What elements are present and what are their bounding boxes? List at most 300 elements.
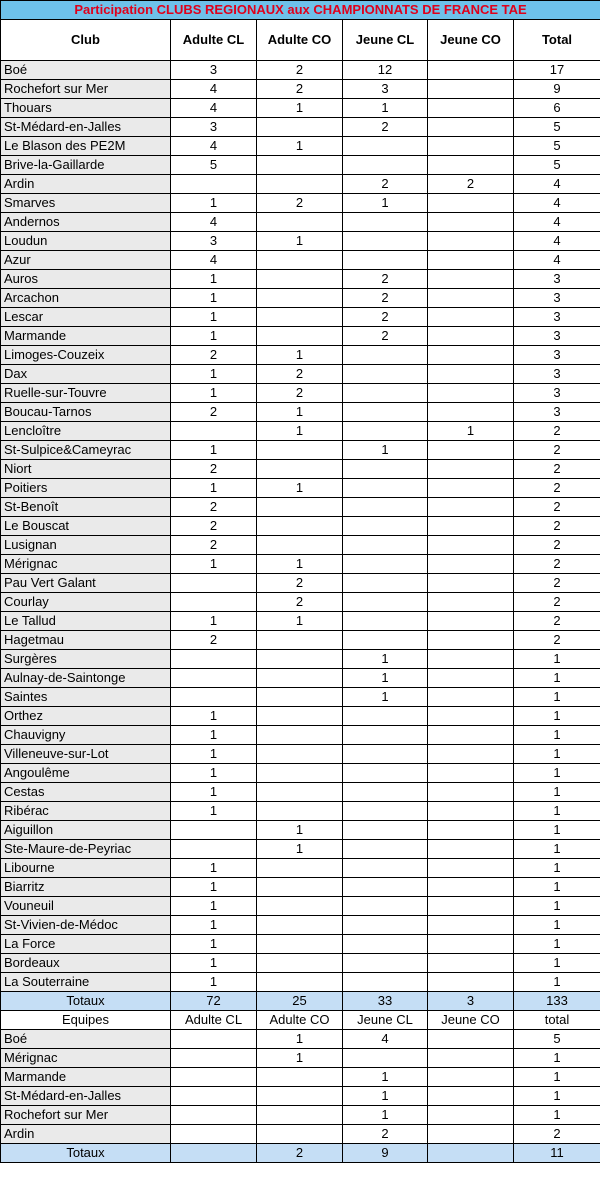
equipes-row [1,1125,600,1144]
table-row [1,61,600,80]
cell-club: Niort [1,460,171,479]
cell-total: 5 [514,1030,600,1049]
cell-adulte-cl [171,574,257,593]
cell-adulte-co [257,783,343,802]
cell-club: St-Vivien-de-Médoc [1,916,171,935]
cell-jeune-co [428,669,514,688]
table-row [1,308,600,327]
cell-jeune-co [428,1106,514,1125]
cell-adulte-co: 2 [257,574,343,593]
cell-club: Ste-Maure-de-Peyriac [1,840,171,859]
cell-club: Andernos [1,213,171,232]
table-row [1,783,600,802]
cell-jeune-co [428,954,514,973]
cell-adulte-cl [171,422,257,441]
cell-adulte-cl: 2 [171,631,257,650]
cell-adulte-cl [171,650,257,669]
cell-jeune-co [428,650,514,669]
cell-jeune-cl: 2 [343,1125,428,1144]
cell-jeune-cl [343,897,428,916]
cell-jeune-cl: 12 [343,61,428,80]
cell-jeune-co [428,688,514,707]
cell-club: Courlay [1,593,171,612]
cell-jeune-cl: 9 [343,1144,428,1163]
cell-adulte-cl: 1 [171,878,257,897]
header-jeune-cl: Jeune CL [343,20,428,61]
cell-jeune-cl: 1 [343,99,428,118]
cell-jeune-cl: 2 [343,118,428,137]
cell-jeune-co [428,1049,514,1068]
equipes-totals-row [1,1144,600,1163]
cell-adulte-co: 1 [257,403,343,422]
cell-adulte-co [257,517,343,536]
cell-adulte-cl: 1 [171,441,257,460]
cell-adulte-co [257,650,343,669]
cell-adulte-cl: 1 [171,479,257,498]
cell-club: Dax [1,365,171,384]
table-row [1,878,600,897]
cell-adulte-cl: Adulte CL [171,1011,257,1030]
table-row [1,365,600,384]
header-club: Club [1,20,171,61]
cell-jeune-cl [343,973,428,992]
cell-jeune-co [428,327,514,346]
table-row [1,688,600,707]
cell-adulte-cl: 1 [171,764,257,783]
cell-jeune-cl [343,213,428,232]
cell-adulte-co: 1 [257,99,343,118]
cell-club: Pau Vert Galant [1,574,171,593]
cell-adulte-cl [171,669,257,688]
table-row [1,270,600,289]
cell-jeune-co [428,403,514,422]
cell-adulte-co [257,916,343,935]
cell-total: total [514,1011,600,1030]
cell-club: Equipes [1,1011,171,1030]
title-row [1,1,600,20]
cell-jeune-cl [343,251,428,270]
cell-jeune-cl: 2 [343,270,428,289]
cell-adulte-co [257,441,343,460]
cell-total: 6 [514,99,600,118]
cell-adulte-cl [171,1144,257,1163]
cell-total: 5 [514,156,600,175]
cell-club: Villeneuve-sur-Lot [1,745,171,764]
cell-total: 2 [514,631,600,650]
cell-jeune-co [428,726,514,745]
cell-jeune-co: 3 [428,992,514,1011]
cell-adulte-co: 1 [257,821,343,840]
cell-total: 17 [514,61,600,80]
header-adulte-co: Adulte CO [257,20,343,61]
totals-row [1,992,600,1011]
table-row [1,232,600,251]
cell-jeune-co [428,1144,514,1163]
table-row [1,156,600,175]
cell-club: Bordeaux [1,954,171,973]
equipes-row [1,1068,600,1087]
cell-jeune-cl: 1 [343,669,428,688]
cell-jeune-cl: 2 [343,308,428,327]
cell-total: 1 [514,1068,600,1087]
cell-jeune-co [428,517,514,536]
cell-club: Aulnay-de-Saintonge [1,669,171,688]
table-row [1,327,600,346]
cell-club: La Souterraine [1,973,171,992]
cell-jeune-cl [343,232,428,251]
cell-total: 3 [514,327,600,346]
table-row [1,859,600,878]
cell-jeune-co [428,1030,514,1049]
cell-jeune-cl [343,821,428,840]
equipes-row [1,1049,600,1068]
equipes-row [1,1106,600,1125]
cell-adulte-co [257,897,343,916]
cell-club: Ardin [1,175,171,194]
cell-jeune-co [428,289,514,308]
table-row [1,764,600,783]
cell-jeune-cl [343,460,428,479]
cell-total: 11 [514,1144,600,1163]
cell-adulte-cl: 1 [171,327,257,346]
cell-jeune-cl [343,745,428,764]
cell-jeune-co [428,612,514,631]
cell-club: Lusignan [1,536,171,555]
table-row [1,555,600,574]
table-body [1,1,600,1163]
cell-jeune-cl: 3 [343,80,428,99]
cell-adulte-co [257,175,343,194]
cell-adulte-co: 2 [257,194,343,213]
cell-jeune-co [428,441,514,460]
cell-jeune-co [428,61,514,80]
cell-jeune-cl [343,479,428,498]
cell-jeune-cl [343,422,428,441]
cell-adulte-co [257,669,343,688]
table-row [1,175,600,194]
cell-total: 1 [514,707,600,726]
cell-jeune-co [428,555,514,574]
header-row [1,20,600,61]
table-row [1,403,600,422]
cell-adulte-co: 1 [257,422,343,441]
cell-total: 1 [514,954,600,973]
cell-club: Lescar [1,308,171,327]
cell-total: 4 [514,232,600,251]
cell-adulte-co: 1 [257,555,343,574]
cell-jeune-cl [343,726,428,745]
cell-jeune-cl [343,137,428,156]
cell-jeune-cl: 1 [343,441,428,460]
cell-total: 3 [514,346,600,365]
cell-total: 4 [514,251,600,270]
cell-adulte-co: 2 [257,61,343,80]
cell-total: 2 [514,1125,600,1144]
cell-total: 1 [514,688,600,707]
cell-adulte-co [257,973,343,992]
table-row [1,631,600,650]
cell-jeune-co [428,745,514,764]
cell-club: Cestas [1,783,171,802]
cell-jeune-co [428,973,514,992]
cell-club: Boé [1,61,171,80]
cell-adulte-cl [171,1087,257,1106]
table-row [1,517,600,536]
cell-total: 2 [514,479,600,498]
cell-jeune-co [428,574,514,593]
cell-adulte-cl: 72 [171,992,257,1011]
cell-jeune-co [428,251,514,270]
cell-total: 1 [514,745,600,764]
cell-jeune-cl [343,384,428,403]
cell-adulte-cl: 2 [171,536,257,555]
cell-adulte-cl: 3 [171,61,257,80]
cell-club: Aiguillon [1,821,171,840]
cell-jeune-cl [343,517,428,536]
cell-jeune-co [428,384,514,403]
cell-total: 3 [514,289,600,308]
cell-adulte-co [257,954,343,973]
cell-adulte-cl: 1 [171,859,257,878]
cell-club: Boé [1,1030,171,1049]
table-row [1,707,600,726]
cell-club: La Force [1,935,171,954]
cell-total: 3 [514,365,600,384]
cell-club: Boucau-Tarnos [1,403,171,422]
cell-jeune-cl: 1 [343,1068,428,1087]
cell-adulte-co [257,707,343,726]
cell-adulte-co [257,308,343,327]
cell-adulte-co: 2 [257,80,343,99]
cell-adulte-co [257,213,343,232]
cell-adulte-cl [171,1125,257,1144]
cell-total: 2 [514,441,600,460]
cell-adulte-cl [171,1106,257,1125]
cell-adulte-cl: 1 [171,270,257,289]
cell-adulte-co: Adulte CO [257,1011,343,1030]
cell-club: Azur [1,251,171,270]
cell-adulte-co: 2 [257,593,343,612]
cell-adulte-co [257,688,343,707]
cell-adulte-cl: 1 [171,194,257,213]
cell-club: Angoulême [1,764,171,783]
cell-club: St-Médard-en-Jalles [1,1087,171,1106]
cell-adulte-cl: 2 [171,460,257,479]
cell-adulte-cl: 1 [171,308,257,327]
cell-adulte-cl: 1 [171,973,257,992]
cell-adulte-co [257,1068,343,1087]
table-title: Participation CLUBS REGIONAUX aux CHAMPIONNATS DE FRANCE TAE [1,1,600,20]
cell-adulte-co [257,251,343,270]
cell-jeune-co [428,631,514,650]
table-row [1,137,600,156]
cell-jeune-cl [343,802,428,821]
cell-adulte-cl: 1 [171,802,257,821]
cell-club: Smarves [1,194,171,213]
cell-jeune-co [428,821,514,840]
cell-jeune-co: 1 [428,422,514,441]
cell-adulte-co [257,498,343,517]
table-row [1,346,600,365]
cell-adulte-co: 2 [257,365,343,384]
cell-jeune-co [428,346,514,365]
cell-jeune-cl [343,707,428,726]
cell-jeune-co [428,213,514,232]
table-row [1,840,600,859]
cell-jeune-co: Jeune CO [428,1011,514,1030]
cell-total: 2 [514,422,600,441]
cell-adulte-cl: 1 [171,783,257,802]
cell-adulte-cl [171,1049,257,1068]
cell-jeune-cl [343,1049,428,1068]
cell-total: 2 [514,555,600,574]
cell-adulte-co [257,802,343,821]
cell-jeune-co [428,859,514,878]
cell-total: 1 [514,650,600,669]
cell-adulte-cl: 5 [171,156,257,175]
table-row [1,441,600,460]
cell-club: Le Tallud [1,612,171,631]
cell-total: 2 [514,574,600,593]
cell-jeune-cl [343,498,428,517]
cell-adulte-cl: 1 [171,726,257,745]
cell-jeune-cl [343,783,428,802]
cell-total: 1 [514,669,600,688]
cell-jeune-co [428,840,514,859]
cell-jeune-co [428,802,514,821]
cell-jeune-cl [343,840,428,859]
cell-jeune-co [428,118,514,137]
cell-jeune-co [428,1125,514,1144]
table-row [1,574,600,593]
cell-adulte-cl [171,175,257,194]
table-row [1,384,600,403]
cell-adulte-cl: 1 [171,916,257,935]
table-row [1,669,600,688]
cell-adulte-cl: 4 [171,80,257,99]
cell-total: 2 [514,460,600,479]
cell-jeune-co [428,194,514,213]
cell-club: Ruelle-sur-Touvre [1,384,171,403]
cell-jeune-cl [343,574,428,593]
cell-jeune-cl: 2 [343,289,428,308]
cell-club: Marmande [1,1068,171,1087]
cell-adulte-co [257,327,343,346]
cell-club: Orthez [1,707,171,726]
cell-jeune-co [428,479,514,498]
cell-adulte-cl [171,840,257,859]
cell-adulte-co: 1 [257,137,343,156]
cell-total: 5 [514,118,600,137]
cell-adulte-co [257,460,343,479]
cell-total: 2 [514,612,600,631]
table-row [1,954,600,973]
table-row [1,99,600,118]
cell-total: 2 [514,517,600,536]
cell-jeune-cl: 2 [343,327,428,346]
cell-jeune-co [428,1068,514,1087]
equipes-row [1,1087,600,1106]
cell-total: 1 [514,859,600,878]
cell-total: 1 [514,783,600,802]
table-row [1,498,600,517]
cell-adulte-co [257,745,343,764]
cell-club: St-Sulpice&Cameyrac [1,441,171,460]
cell-club: Rochefort sur Mer [1,80,171,99]
cell-jeune-co [428,536,514,555]
cell-jeune-cl [343,403,428,422]
cell-adulte-cl: 1 [171,365,257,384]
cell-adulte-cl: 3 [171,118,257,137]
cell-jeune-cl: 1 [343,1087,428,1106]
cell-adulte-cl: 1 [171,555,257,574]
cell-jeune-cl: 1 [343,194,428,213]
cell-club: Biarritz [1,878,171,897]
cell-adulte-cl: 2 [171,346,257,365]
table-row [1,802,600,821]
cell-jeune-co [428,99,514,118]
table-row [1,935,600,954]
cell-adulte-co: 1 [257,479,343,498]
cell-adulte-cl [171,1030,257,1049]
cell-total: 1 [514,1087,600,1106]
cell-adulte-cl [171,593,257,612]
cell-jeune-co [428,593,514,612]
table-row [1,422,600,441]
cell-jeune-cl [343,156,428,175]
table-row [1,612,600,631]
cell-jeune-cl [343,954,428,973]
cell-adulte-co [257,270,343,289]
table-row [1,726,600,745]
cell-club: Saintes [1,688,171,707]
table-row [1,289,600,308]
cell-adulte-cl: 3 [171,232,257,251]
cell-adulte-cl: 2 [171,517,257,536]
cell-club: Hagetmau [1,631,171,650]
cell-adulte-cl [171,1068,257,1087]
cell-club: Auros [1,270,171,289]
cell-club: Limoges-Couzeix [1,346,171,365]
cell-jeune-cl [343,593,428,612]
cell-adulte-cl: 1 [171,384,257,403]
cell-adulte-co [257,859,343,878]
cell-total: 4 [514,194,600,213]
equipes-header-row [1,1011,600,1030]
cell-adulte-co: 25 [257,992,343,1011]
cell-total: 1 [514,802,600,821]
header-adulte-cl: Adulte CL [171,20,257,61]
cell-jeune-co [428,232,514,251]
cell-total: 1 [514,1049,600,1068]
cell-adulte-cl: 1 [171,935,257,954]
cell-jeune-cl [343,631,428,650]
cell-jeune-cl [343,764,428,783]
cell-jeune-cl [343,916,428,935]
cell-adulte-cl: 1 [171,954,257,973]
cell-adulte-co: 2 [257,1144,343,1163]
cell-club: Brive-la-Gaillarde [1,156,171,175]
cell-jeune-cl [343,536,428,555]
table-row [1,460,600,479]
cell-adulte-co: 1 [257,612,343,631]
cell-adulte-co [257,1087,343,1106]
cell-adulte-co: 1 [257,346,343,365]
cell-jeune-cl [343,555,428,574]
cell-adulte-co [257,631,343,650]
header-total: Total [514,20,600,61]
cell-adulte-cl: 4 [171,99,257,118]
